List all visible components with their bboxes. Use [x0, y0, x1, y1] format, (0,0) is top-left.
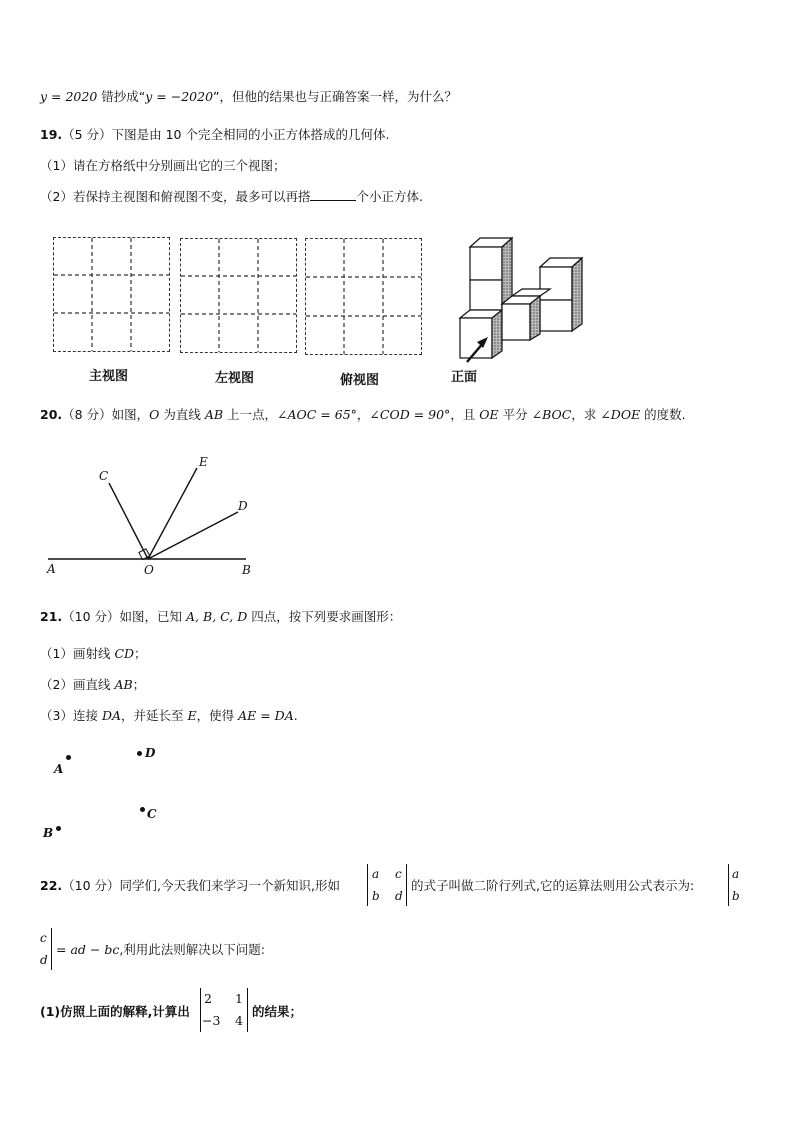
q20-score: （8 分） — [62, 407, 112, 422]
q20-text-f: ，求 — [571, 407, 601, 422]
q20-text-a: 如图， — [111, 407, 150, 422]
q20-label-e: E — [199, 455, 208, 469]
q19-stem — [40, 127, 389, 143]
q22-score: （10 分） — [62, 878, 120, 893]
formula-det-c: c — [40, 931, 47, 945]
q21-label-b: B — [43, 826, 54, 840]
formula-det-d: d — [40, 953, 48, 967]
det-d: d — [395, 889, 403, 903]
q22-number: 22. — [40, 878, 63, 893]
formula-det-a: a — [732, 867, 740, 881]
det-a: a — [372, 867, 380, 881]
q20-label-d: D — [238, 499, 248, 513]
q21-p1-end: ； — [134, 646, 147, 661]
q22-text-b: 的式子叫做二阶行列式,它的运算法则用公式表示为: — [411, 878, 695, 893]
q20-sep: ， — [356, 407, 370, 422]
q19-answer-blank[interactable] — [310, 189, 356, 201]
q20-label-o: O — [144, 563, 154, 577]
front-view-label: 主视图 — [89, 369, 129, 384]
q21-part1 — [40, 646, 147, 662]
q21-label-d: D — [145, 746, 156, 760]
q19-part1: （1）请在方格纸中分别画出它的三个视图； — [40, 158, 286, 173]
q20-angle-aoc: ∠AOC = 65° — [277, 407, 357, 422]
det-c: c — [395, 867, 402, 881]
q20-text-e: 平分 — [498, 407, 532, 422]
q21-p2-text: （2）画直线 — [40, 677, 115, 692]
q20-text-b: 为直线 — [159, 407, 205, 422]
q20-text-g: 的度数. — [640, 407, 686, 422]
q21-text-a: 如图，已知 — [119, 609, 187, 624]
q21-dot-d — [137, 751, 142, 756]
det-left-bar — [367, 864, 368, 906]
det-b: b — [372, 889, 380, 903]
q21-p1-text: （1）画射线 — [40, 646, 115, 661]
q21-stem — [40, 609, 401, 625]
q20-text-c: 上一点， — [223, 407, 278, 422]
q21-line-ab: AB — [114, 677, 133, 692]
front-view-grid[interactable] — [53, 237, 170, 352]
left-view-grid[interactable] — [180, 238, 297, 353]
q22-text-c: ,利用此法则解决以下问题: — [119, 942, 266, 957]
q19-part2-text-b: 个小正方体. — [356, 189, 423, 204]
q21-ray-cd: CD — [114, 646, 135, 661]
part1-det-left-bar — [200, 988, 201, 1032]
q22-stem-line2 — [56, 942, 265, 958]
q21-equation-ae-da: AE = DA — [238, 708, 294, 723]
q22-formula: = ad − bc — [56, 942, 120, 957]
q20-angle-doe: ∠DOE — [600, 407, 641, 422]
q21-score: （10 分） — [62, 609, 120, 624]
front-direction-label: 正面 — [451, 370, 478, 385]
q22-stem-line1 — [40, 878, 340, 894]
part1-det-r1c2: 1 — [235, 991, 243, 1006]
q21-p3-text-a: （3）连接 — [40, 708, 102, 723]
top-view-label: 俯视图 — [340, 373, 380, 388]
part1-det-r2c1: −3 — [202, 1013, 221, 1028]
det-right-bar — [406, 864, 407, 906]
q21-p3-text-c: ，使得 — [196, 708, 239, 723]
q22-part1-determinant — [200, 988, 248, 1032]
q19-stem-text: 下图是由 10 个完全相同的小正方体搭成的几何体. — [111, 127, 390, 142]
top-view-grid[interactable] — [305, 238, 422, 355]
q20-angle-cod: ∠COD = 90° — [369, 407, 451, 422]
q21-segment-da: DA — [101, 708, 121, 723]
q20-line-ab: AB — [204, 407, 224, 422]
q20-point-o: O — [149, 407, 160, 422]
q21-point-e: E — [187, 708, 197, 723]
q21-dot-a — [66, 755, 71, 760]
q22-part1-text-b: 的结果； — [252, 1004, 303, 1019]
equation-y-neg-2020: y = −2020 — [145, 89, 214, 104]
intro-line — [40, 89, 457, 105]
q21-p3-end: . — [293, 708, 298, 723]
part1-det-r1c1: 2 — [204, 991, 212, 1006]
q19-part2 — [40, 189, 423, 205]
q21-part2 — [40, 677, 145, 693]
q20-label-b: B — [242, 563, 251, 577]
q22-determinant-generic — [367, 864, 407, 906]
part1-det-right-bar — [247, 988, 248, 1032]
q22-text-a: 同学们,今天我们来学习一个新知识,形如 — [119, 878, 340, 893]
q21-part3 — [40, 708, 298, 724]
q22-part1-text-a: (1)仿照上面的解释,计算出 — [40, 1004, 190, 1019]
q22-formula-det-left — [728, 864, 742, 906]
q22-formula-det-right — [38, 928, 52, 970]
q20-ray-oe: OE — [479, 407, 499, 422]
formula-det-b: b — [732, 889, 740, 903]
q19-number: 19. — [40, 127, 63, 142]
q21-number: 21. — [40, 609, 63, 624]
q21-dot-b — [56, 826, 61, 831]
q19-part2-text-a: （2）若保持主视图和俯视图不变，最多可以再搭 — [40, 189, 311, 204]
q21-label-c: C — [147, 807, 157, 821]
q20-label-c: C — [99, 469, 109, 483]
intro-text-2: ”，但他的结果也与正确答案一样，为什么？ — [213, 89, 458, 104]
q20-angle-boc: ∠BOC — [531, 407, 572, 422]
formula-det-left-bar — [728, 864, 729, 906]
formula-det-right-bar — [51, 928, 52, 970]
q21-dot-c — [140, 807, 145, 812]
q21-points: A, B, C, D — [186, 609, 248, 624]
q20-stem — [40, 407, 686, 423]
q20-text-d: ，且 — [450, 407, 480, 422]
q20-number: 20. — [40, 407, 63, 422]
q20-angle-figure — [40, 450, 270, 585]
left-view-label: 左视图 — [215, 371, 255, 386]
q21-p2-end: ； — [132, 677, 146, 692]
cube-solid-figure — [455, 234, 590, 384]
intro-text-1: 错抄成“ — [97, 89, 146, 104]
q21-label-a: A — [54, 762, 64, 776]
q21-p3-text-b: ，并延长至 — [121, 708, 188, 723]
q20-label-a: A — [47, 562, 56, 576]
q21-text-b: 四点，按下列要求画图形： — [247, 609, 402, 624]
equation-y-2020: y = 2020 — [40, 89, 98, 104]
part1-det-r2c2: 4 — [235, 1013, 243, 1028]
q19-score: （5 分） — [62, 127, 112, 142]
